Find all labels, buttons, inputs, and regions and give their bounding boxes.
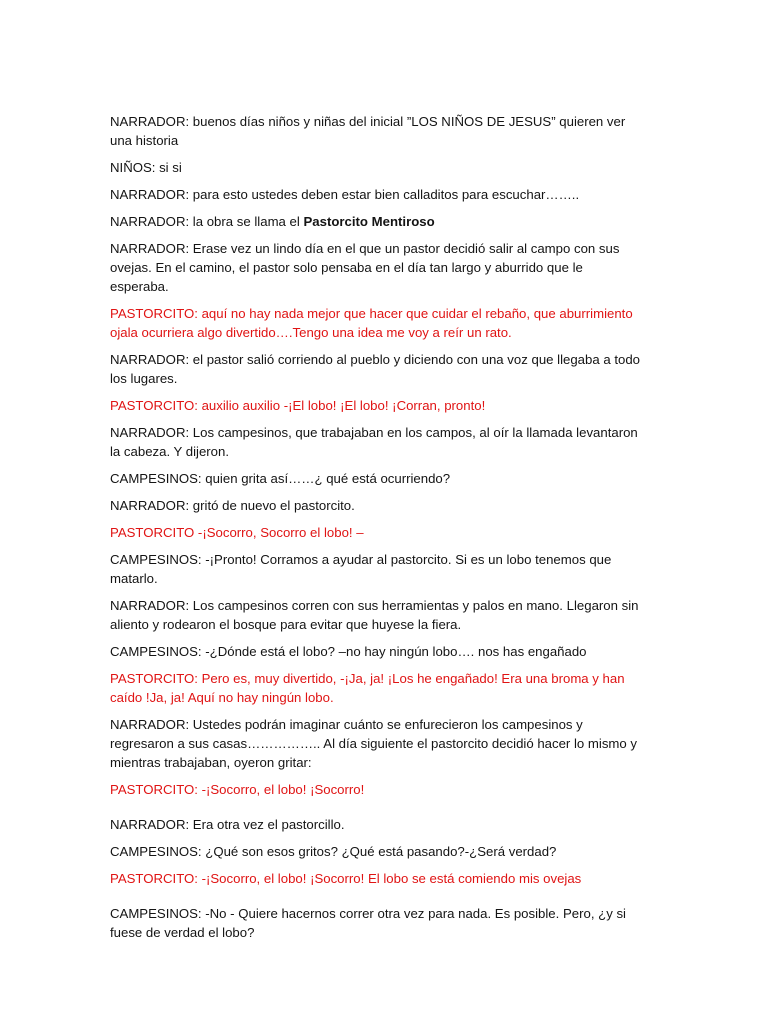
dialogue-line-6: PASTORCITO: aquí no hay nada mejor que hacer que cuidar el rebaño, que aburrimiento ojala ocurriera algo divertido….Tengo una idea me voy a reír un rato. <box>110 306 633 340</box>
dialogue-line-2: NIÑOS: si si <box>110 160 182 175</box>
dialogue-line-7: NARRADOR: el pastor salió corriendo al pueblo y diciendo con una voz que llegaba a todo los lugares. <box>110 352 641 386</box>
dialogue-line-21: PASTORCITO: -¡Socorro, el lobo! ¡Socorro! El lobo se está comiendo mis ovejas <box>110 871 582 886</box>
dialogue-line-1: NARRADOR: buenos días niños y niñas del inicial ”LOS NIÑOS DE JESUS” quieren ver una historia <box>110 114 626 148</box>
dialogue-line-16: PASTORCITO: Pero es, muy divertido, -¡Ja, ja! ¡Los he engañado! Era una broma y han caído !Ja, ja! Aquí no hay ningún lobo. <box>110 671 625 705</box>
dialogue-line-18: PASTORCITO: -¡Socorro, el lobo! ¡Socorro! <box>110 782 365 797</box>
dialogue-line-20: CAMPESINOS: ¿Qué son esos gritos? ¿Qué está pasando?-¿Será verdad? <box>110 844 557 859</box>
dialogue-line-9: NARRADOR: Los campesinos, que trabajaban en los campos, al oír la llamada levantaron la cabeza. Y dijeron. <box>110 425 638 459</box>
dialogue-line-15: CAMPESINOS: -¿Dónde está el lobo? –no hay ningún lobo…. nos has engañado <box>110 644 587 659</box>
dialogue-line-22: CAMPESINOS: -No - Quiere hacernos correr otra vez para nada. Es posible. Pero, ¿y si fuese de verdad el lobo? <box>110 906 626 940</box>
document-page <box>110 112 645 950</box>
dialogue-line-11: NARRADOR: gritó de nuevo el pastorcito. <box>110 498 355 513</box>
dialogue-line-8: PASTORCITO: auxilio auxilio -¡El lobo! ¡El lobo! ¡Corran, pronto! <box>110 398 486 413</box>
dialogue-line-5: NARRADOR: Erase vez un lindo día en el que un pastor decidió salir al campo con sus ovejas. En el camino, el pastor solo pensaba en el día tan largo y aburrido que le esperaba. <box>110 241 620 294</box>
dialogue-line-12: PASTORCITO -¡Socorro, Socorro el lobo! – <box>110 525 364 540</box>
dialogue-line-13: CAMPESINOS: -¡Pronto! Corramos a ayudar al pastorcito. Si es un lobo tenemos que matarlo. <box>110 552 612 586</box>
dialogue-line-4 <box>110 212 645 231</box>
dialogue-line-19: NARRADOR: Era otra vez el pastorcillo. <box>110 817 345 832</box>
dialogue-line-14: NARRADOR: Los campesinos corren con sus herramientas y palos en mano. Llegaron sin aliento y rodearon el bosque para evitar que huyese la fiera. <box>110 598 639 632</box>
play-title-prefix: NARRADOR: la obra se llama el <box>110 214 304 229</box>
play-title: Pastorcito Mentiroso <box>303 214 435 229</box>
dialogue-line-17: NARRADOR: Ustedes podrán imaginar cuánto se enfurecieron los campesinos y regresaron a sus casas…………….. Al día siguiente el pastorcito decidió hacer lo mismo y mientras trabajaban, oyeron gritar: <box>110 717 637 770</box>
dialogue-line-3: NARRADOR: para esto ustedes deben estar bien calladitos para escuchar…….. <box>110 187 580 202</box>
dialogue-line-10: CAMPESINOS: quien grita así……¿ qué está ocurriendo? <box>110 471 451 486</box>
